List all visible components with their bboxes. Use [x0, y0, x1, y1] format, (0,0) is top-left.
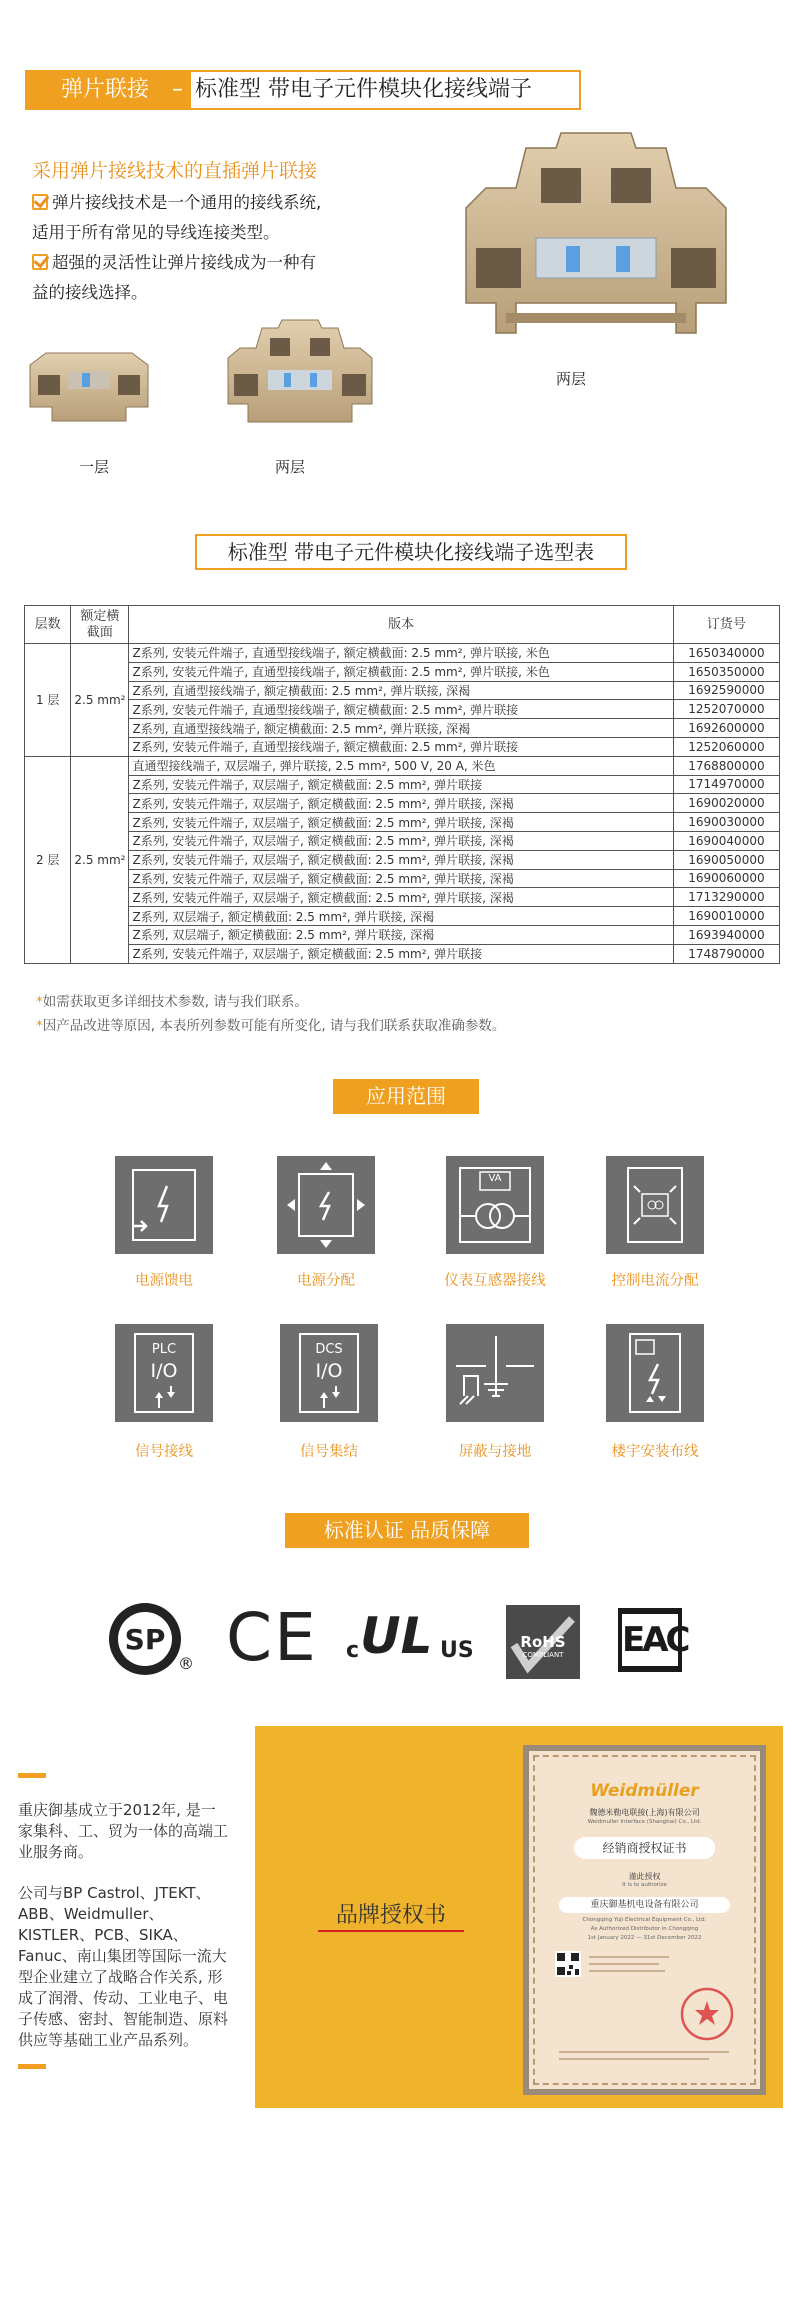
- building-icon: [606, 1324, 704, 1422]
- row-order: 1748790000: [673, 944, 779, 963]
- row-version: Z系列, 安装元件端子, 双层端子, 额定横截面: 2.5 mm², 弹片联接: [129, 944, 673, 963]
- power-distribution-icon: [277, 1156, 375, 1254]
- plc-io-text: I/O: [150, 1360, 178, 1382]
- checkbox-icon: [32, 194, 48, 210]
- group2-layers: 2 层: [25, 756, 71, 963]
- table-row: [25, 813, 780, 832]
- cert-dealer-en: Chongqing Yuji Electrical Equipment Co., Ltd.: [582, 1917, 707, 1923]
- table-row: [25, 831, 780, 850]
- row-version: Z系列, 安装元件端子, 双层端子, 额定横截面: 2.5 mm², 弹片联接, 深褐: [129, 869, 673, 888]
- cert-dealer: 重庆御基机电设备有限公司: [559, 1897, 730, 1913]
- one-layer-terminal-image: [26, 345, 152, 427]
- qr-code-icon: [555, 1951, 581, 1977]
- title-highlight: 弹片联接: [25, 70, 191, 110]
- ul-us-mark: US: [440, 1638, 474, 1663]
- caption-one-layer: 一层: [79, 458, 110, 476]
- row-order: 1690010000: [673, 907, 779, 926]
- csa-logo: [106, 1600, 192, 1678]
- group1-layers: 1 层: [25, 644, 71, 757]
- accent-bar-bottom: [18, 2064, 46, 2069]
- header-section: 额定横截面: [71, 606, 129, 644]
- row-order: 1252070000: [673, 700, 779, 719]
- two-layer-terminal-small-image: [222, 318, 378, 428]
- table-row: [25, 756, 780, 775]
- note-2: *因产品改进等原因, 本表所列参数可能有所变化, 请与我们联系获取准确参数。: [36, 1018, 506, 1034]
- checkbox-icon: [32, 254, 48, 270]
- ground-icon: [446, 1324, 544, 1422]
- page-title: 标准型 带电子元件模块化接线端子: [195, 77, 532, 102]
- rohs-logo: [506, 1605, 580, 1679]
- cert-period: 1st January 2022 — 31st December 2022: [587, 1935, 702, 1941]
- row-version: Z系列, 安装元件端子, 双层端子, 额定横截面: 2.5 mm², 弹片联接, 深褐: [129, 794, 673, 813]
- app-label-signal-collection: 信号集结: [300, 1444, 358, 1460]
- row-version: Z系列, 安装元件端子, 双层端子, 额定横截面: 2.5 mm², 弹片联接, 深褐: [129, 850, 673, 869]
- row-version: Z系列, 安装元件端子, 直通型接线端子, 额定横截面: 2.5 mm², 弹片联接, 米色: [129, 662, 673, 681]
- ce-logo: CE: [226, 1599, 318, 1676]
- row-order: 1768800000: [673, 756, 779, 775]
- table-row: [25, 700, 780, 719]
- cert-role: As Authorized Distributor in Chongqing: [590, 1926, 699, 1932]
- row-order: 1650340000: [673, 644, 779, 663]
- cert-authorize: 谨此授权: [628, 1872, 661, 1881]
- header-order: 订货号: [673, 606, 779, 644]
- row-version: Z系列, 安装元件端子, 直通型接线端子, 额定横截面: 2.5 mm², 弹片联接: [129, 700, 673, 719]
- row-order: 1714970000: [673, 775, 779, 794]
- header-layers: 层数: [25, 606, 71, 644]
- rohs-text: RoHS: [520, 1633, 566, 1651]
- company-partners: 公司与BP Castrol、JTEKT、ABB、Weidmuller、KISTLER、PCB、SIKA、Fanuc、南山集团等国际一流大型企业建立了战略合作关系, 形成了润滑、传动、工业电子、电子传感、密封、智能制造、原料供应等基础工业产品系列。: [18, 1884, 229, 2049]
- svg-text:SP: SP: [124, 1623, 166, 1656]
- rohs-subtext: COMPLIANT: [522, 1651, 564, 1659]
- transformer-badge: VA: [488, 1173, 502, 1184]
- header-version: 版本: [129, 606, 673, 644]
- row-version: Z系列, 安装元件端子, 双层端子, 额定横截面: 2.5 mm², 弹片联接, 深褐: [129, 813, 673, 832]
- ul-logo: [346, 1606, 474, 1672]
- app-label-ground: 屏蔽与接地: [458, 1444, 532, 1460]
- caption-two-layer-large: 两层: [556, 370, 587, 388]
- app-label-control-current: 控制电流分配: [611, 1273, 699, 1289]
- cert-company-cn: 魏德米勒电联接(上海)有限公司: [589, 1808, 700, 1817]
- row-order: 1692600000: [673, 719, 779, 738]
- row-version: Z系列, 安装元件端子, 双层端子, 额定横截面: 2.5 mm², 弹片联接, 深褐: [129, 888, 673, 907]
- table-row: [25, 794, 780, 813]
- dcs-io-text: I/O: [315, 1360, 343, 1382]
- row-version: Z系列, 安装元件端子, 双层端子, 额定横截面: 2.5 mm², 弹片联接: [129, 775, 673, 794]
- note-1: *如需获取更多详细技术参数, 请与我们联系。: [36, 994, 308, 1010]
- applications-title: 应用范围: [333, 1079, 479, 1114]
- intro-heading: 采用弹片接线技术的直插弹片联接: [32, 160, 318, 182]
- brand-authorization-title: 品牌授权书: [335, 1903, 446, 1928]
- table-row: [25, 888, 780, 907]
- table-row: [25, 775, 780, 794]
- row-version: Z系列, 安装元件端子, 直通型接线端子, 额定横截面: 2.5 mm², 弹片联接, 米色: [129, 644, 673, 663]
- dcs-badge: DCS: [315, 1342, 343, 1357]
- row-version: Z系列, 双层端子, 额定横截面: 2.5 mm², 弹片联接, 深褐: [129, 925, 673, 944]
- csa-registered-mark: ®: [178, 1654, 194, 1673]
- row-version: Z系列, 直通型接线端子, 额定横截面: 2.5 mm², 弹片联接, 深褐: [129, 719, 673, 738]
- certification-title: 标准认证 品质保障: [285, 1513, 529, 1548]
- row-version: Z系列, 双层端子, 额定横截面: 2.5 mm², 弹片联接, 深褐: [129, 907, 673, 926]
- row-order: 1693940000: [673, 925, 779, 944]
- table-row: [25, 850, 780, 869]
- app-label-building: 楼宇安装布线: [611, 1444, 699, 1460]
- row-order: 1690040000: [673, 831, 779, 850]
- table-row: [25, 944, 780, 963]
- power-feed-icon: [115, 1156, 213, 1254]
- row-version: Z系列, 安装元件端子, 直通型接线端子, 额定横截面: 2.5 mm², 弹片联接: [129, 737, 673, 756]
- title-dash: –: [172, 77, 183, 102]
- feature-2: 超强的灵活性让弹片接线成为一种有 益的接线选择。: [32, 253, 316, 302]
- ul-mark: UL: [360, 1607, 433, 1665]
- plc-io-icon: [115, 1324, 213, 1422]
- row-version: 直通型接线端子, 双层端子, 弹片联接, 2.5 mm², 500 V, 20 A, 米色: [129, 756, 673, 775]
- control-current-icon: [606, 1156, 704, 1254]
- caption-two-layer-small: 两层: [275, 458, 306, 476]
- app-label-power-feed: 电源馈电: [135, 1273, 193, 1289]
- row-version: Z系列, 安装元件端子, 双层端子, 额定横截面: 2.5 mm², 弹片联接, 深褐: [129, 831, 673, 850]
- brand-title-underline: [318, 1930, 464, 1932]
- eac-logo: [618, 1608, 688, 1672]
- row-order: 1690030000: [673, 813, 779, 832]
- dcs-io-icon: [280, 1324, 378, 1422]
- table-row: [25, 719, 780, 738]
- selection-table: [24, 605, 780, 964]
- selection-table-title: 标准型 带电子元件模块化接线端子选型表: [195, 534, 627, 570]
- row-order: 1650350000: [673, 662, 779, 681]
- app-label-transformer: 仪表互感器接线: [444, 1273, 546, 1289]
- cert-brand-logo: Weidmüller: [590, 1781, 699, 1801]
- table-row: [25, 662, 780, 681]
- feature-1: 弹片接线技术是一个通用的接线系统, 适用于所有常见的导线连接类型。: [32, 193, 322, 242]
- table-row: [25, 737, 780, 756]
- cert-authorize-en: It is to authorize: [622, 1882, 667, 1888]
- accent-bar-top: [18, 1773, 46, 1778]
- table-row: [25, 644, 780, 663]
- table-row: [25, 681, 780, 700]
- table-row: [25, 907, 780, 926]
- row-order: 1713290000: [673, 888, 779, 907]
- row-order: 1252060000: [673, 737, 779, 756]
- official-seal-icon: [679, 1986, 735, 2042]
- group1-section: 2.5 mm²: [71, 644, 129, 757]
- cert-title: 经销商授权证书: [574, 1837, 715, 1859]
- row-version: Z系列, 直通型接线端子, 额定横截面: 2.5 mm², 弹片联接, 深褐: [129, 681, 673, 700]
- row-order: 1692590000: [673, 681, 779, 700]
- table-row: [25, 925, 780, 944]
- row-order: 1690020000: [673, 794, 779, 813]
- two-layer-terminal-large-image: [446, 128, 746, 358]
- company-intro: 重庆御基成立于2012年, 是一家集科、工、贸为一体的高端工业服务商。: [18, 1801, 229, 1861]
- row-order: 1690050000: [673, 850, 779, 869]
- app-label-signal-wiring: 信号接线: [135, 1444, 193, 1460]
- group2-section: 2.5 mm²: [71, 756, 129, 963]
- transformer-icon: [446, 1156, 544, 1254]
- eac-text: EAC: [622, 1614, 678, 1666]
- table-row: [25, 869, 780, 888]
- table-header-row: [25, 606, 780, 644]
- app-label-power-distribution: 电源分配: [297, 1273, 355, 1289]
- cert-company-en: Weidmuller Interface (Shanghai) Co., Ltd.: [587, 1819, 702, 1825]
- ul-c-mark: c: [346, 1638, 360, 1663]
- plc-badge: PLC: [151, 1342, 177, 1357]
- authorization-certificate: [523, 1745, 766, 2095]
- row-order: 1690060000: [673, 869, 779, 888]
